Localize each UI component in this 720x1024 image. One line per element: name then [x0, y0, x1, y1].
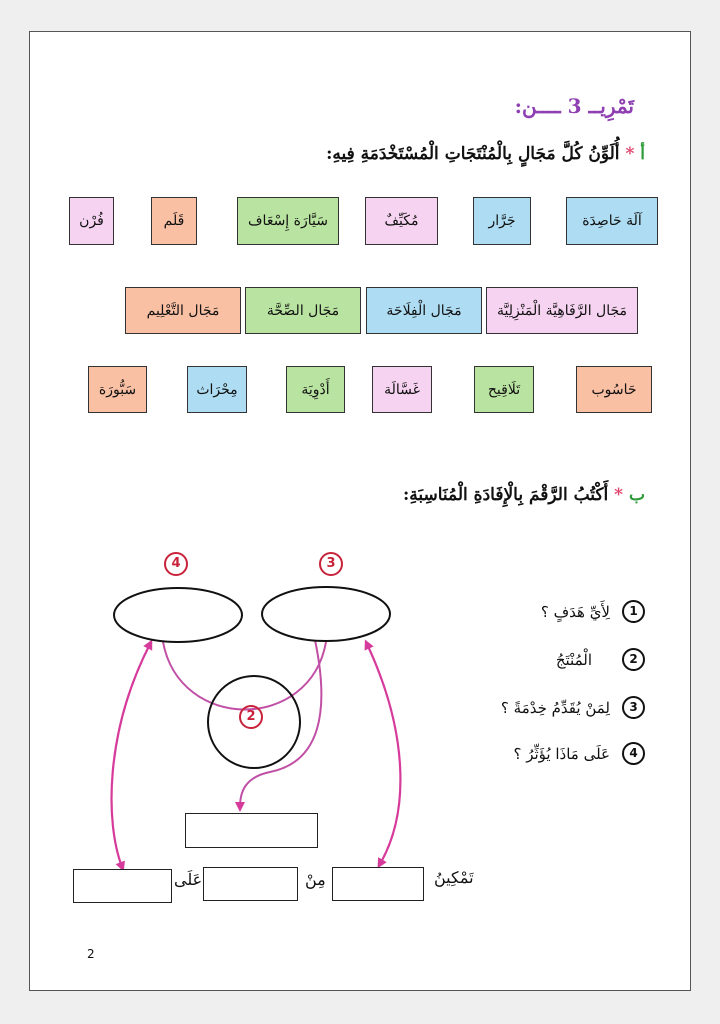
answer-box-goal[interactable] [203, 867, 298, 901]
question-number: 2 [622, 648, 645, 671]
product-plough[interactable]: مِحْرَاث [187, 366, 247, 413]
word-from: مِنْ [305, 870, 326, 889]
part-b-star: * [614, 485, 624, 505]
part-b-instruction: ب * أَكْتُبُ الرَّقْمَ بِالْإِفَادَةِ الْمُنَاسِبَةِ: [402, 485, 645, 505]
question-2: 2 الْمُنْتَجُ [556, 648, 645, 671]
worksheet-page [29, 31, 691, 991]
product-harvester[interactable]: آلَة حَاصِدَة [566, 197, 658, 245]
field-education: مَجَال التَّعْلِيم [125, 287, 241, 334]
diagram-number-3: 3 [319, 552, 343, 576]
question-4: 4 عَلَى مَاذَا يُؤَثِّرُ ؟ [513, 742, 645, 765]
exercise-title: تَمْرِيــ 3 ــــن: [514, 94, 634, 118]
diagram-graphic [30, 32, 692, 992]
product-ambulance[interactable]: سَيَّارَة إِسْعَاف [237, 197, 339, 245]
question-number: 3 [622, 696, 645, 719]
product-vaccines[interactable]: تَلَاقِيح [474, 366, 534, 413]
diagram-number-4: 4 [164, 552, 188, 576]
part-a-instruction: أ * أُلَوِّنُ كُلَّ مَجَالٍ بِالْمُنْتَجَاتِ الْمُسْتَخْدَمَةِ فِيهِ: [326, 144, 645, 164]
product-air-conditioner[interactable]: مُكَيِّفٌ [365, 197, 438, 245]
answer-box-product[interactable] [185, 813, 318, 848]
product-oven[interactable]: فُرْن [69, 197, 114, 245]
word-empowering: تَمْكِينُ [434, 868, 474, 887]
question-1: 1 لِأَيِّ هَدَفٍ ؟ [541, 600, 645, 623]
question-3: 3 لِمَنْ يُقَدِّمُ خِدْمَةً ؟ [501, 696, 645, 719]
product-computer[interactable]: حَاسُوب [576, 366, 652, 413]
answer-box-effect[interactable] [73, 869, 172, 903]
field-home-welfare: مَجَال الرَّفَاهِيَّة الْمَنْزِلِيَّة [486, 287, 638, 334]
question-number: 4 [622, 742, 645, 765]
product-pen[interactable]: قَلَم [151, 197, 197, 245]
field-agriculture: مَجَال الْفِلَاحَة [366, 287, 482, 334]
part-a-letter: أ [640, 144, 645, 164]
word-on: عَلَى [174, 870, 203, 889]
product-washing-machine[interactable]: غَسَّالَة [372, 366, 432, 413]
page-number: 2 [87, 947, 95, 961]
field-health: مَجَال الصِّحَّة [245, 287, 361, 334]
product-tractor[interactable]: جَرَّار [473, 197, 531, 245]
product-medicines[interactable]: أَدْوِيَة [286, 366, 345, 413]
answer-box-beneficiary[interactable] [332, 867, 424, 901]
part-a-star: * [625, 144, 635, 164]
part-b-letter: ب [628, 485, 645, 505]
product-blackboard[interactable]: سَبُّورَة [88, 366, 147, 413]
diagram-number-2: 2 [239, 705, 263, 729]
question-number: 1 [622, 600, 645, 623]
